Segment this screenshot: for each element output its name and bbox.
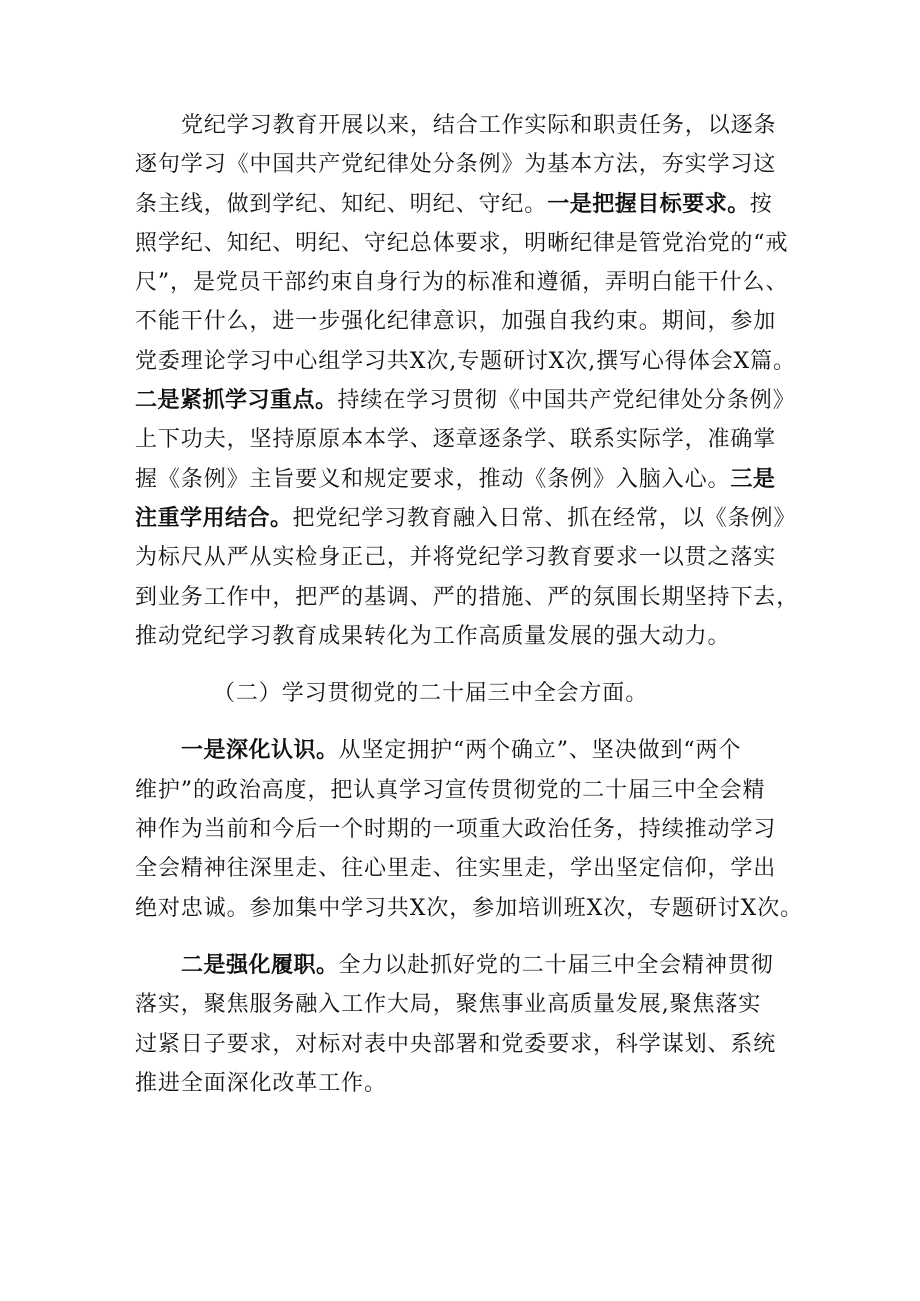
bold-key-phrase: 注重学用结合。 (135, 505, 293, 531)
text-run: 按 (749, 191, 773, 217)
text-line (135, 499, 800, 538)
paragraph-gap (135, 713, 800, 731)
text-line (135, 145, 800, 184)
text-line (135, 1064, 800, 1103)
text-run: 握《条例》主旨要义和规定要求，推动《条例》入脑入心。 (135, 466, 731, 492)
section-heading: （二）学习贯彻党的二十届三中全会方面。 (213, 681, 649, 707)
text-line (135, 420, 800, 459)
text-line (135, 946, 800, 985)
text-run: 推进全面深化改革工作。 (135, 1070, 387, 1096)
text-run: 从坚定拥护“两个确立”、坚决做到“两个 (338, 738, 742, 764)
paragraph-gap (135, 656, 800, 674)
text-line (135, 106, 800, 145)
text-line (135, 381, 800, 420)
paragraph-deepen-understanding (135, 731, 803, 927)
text-line (135, 538, 800, 577)
text-run: 全会精神往深里走、往心里走、往实里走，学出坚定信仰，学出 (135, 856, 777, 882)
text-run: 神作为当前和今后一个时期的一项重大政治任务，持续推动学习 (135, 817, 777, 843)
paragraph-party-discipline (135, 106, 800, 656)
text-run: 上下功夫，坚持原原本本学、逐章逐条学、联系实际学，准确掌 (135, 427, 777, 453)
text-run: 绝对忠诚。参加集中学习共X次，参加培训班X次，专题研讨X次。 (135, 895, 803, 921)
text-run: 过紧日子要求，对标对表中央部署和党委要求，科学谋划、系统 (135, 1031, 777, 1057)
text-line (135, 460, 800, 499)
bold-key-phrase: 二是紧抓学习重点。 (135, 388, 338, 414)
text-run: 全力以赴抓好党的二十届三中全会精神贯彻 (338, 952, 774, 978)
text-run: 维护”的政治高度，把认真学习宣传贯彻党的二十届三中全会精 (135, 777, 766, 803)
bold-key-phrase: 三是 (730, 466, 776, 492)
document-body (135, 106, 803, 1103)
bold-key-phrase: 一是把握目标要求。 (547, 191, 750, 217)
text-line (135, 185, 800, 224)
text-line (135, 263, 800, 302)
text-line (135, 849, 800, 888)
text-line (135, 810, 800, 849)
text-run: 条主线，做到学纪、知纪、明纪、守纪。 (135, 191, 548, 217)
text-run: 尺”，是党员干部约束自身行为的标准和遵循，弄明白能干什么、 (135, 270, 789, 296)
text-line (135, 617, 800, 656)
text-run: 落实，聚焦服务融入工作大局，聚焦事业高质量发展,聚焦落实 (135, 992, 762, 1018)
text-line (135, 889, 803, 928)
paragraph-gap (135, 928, 800, 946)
paragraph-strengthen-duty (135, 946, 800, 1103)
text-line (135, 302, 800, 341)
text-run: 逐句学习《中国共产党纪律处分条例》为基本方法，夯实学习这 (135, 152, 777, 178)
text-run: 党委理论学习中心组学习共X次,专题研讨X次,撰写心得体会X篇。 (135, 348, 796, 374)
text-run: 推动党纪学习教育成果转化为工作高质量发展的强大动力。 (135, 623, 731, 649)
text-run: 不能干什么，进一步强化纪律意识，加强自我约束。期间，参加 (135, 309, 777, 335)
text-run: 把党纪学习教育融入日常、抓在经常，以《条例》 (292, 505, 797, 531)
text-line (135, 342, 800, 381)
text-run: 持续在学习贯彻《中国共产党纪律处分条例》 (337, 388, 796, 414)
text-run: 党纪学习教育开展以来，结合工作实际和职责任务，以逐条 (181, 113, 777, 138)
text-line (135, 731, 800, 770)
text-run: 照学纪、知纪、明纪、守纪总体要求，明晰纪律是管党治党的“戒 (135, 230, 789, 256)
text-line (135, 578, 800, 617)
text-run: 到业务工作中，把严的基调、严的措施、严的氛围长期坚持下去， (135, 584, 800, 610)
text-run: 为标尺从严从实检身正己，并将党纪学习教育要求一以贯之落实 (135, 545, 777, 571)
bold-key-phrase: 一是深化认识。 (181, 738, 339, 764)
text-line (135, 771, 800, 810)
text-line (135, 985, 800, 1024)
text-line (135, 1025, 800, 1064)
bold-key-phrase: 二是强化履职。 (181, 952, 339, 978)
text-line (135, 224, 800, 263)
